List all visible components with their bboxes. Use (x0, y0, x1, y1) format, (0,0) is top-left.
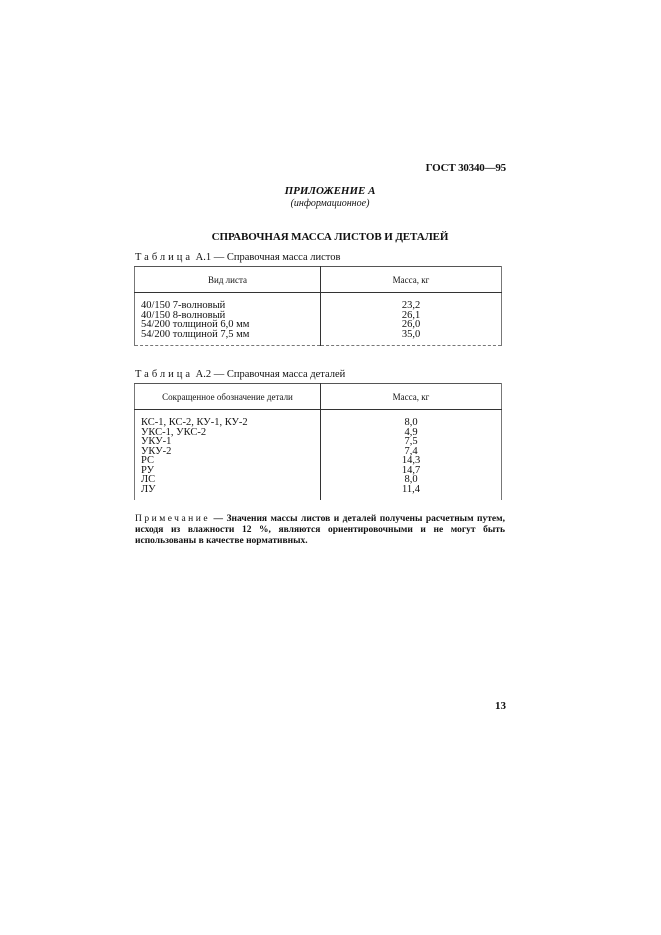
table-row (135, 428, 502, 438)
part-mass-cell: 8,0 (404, 417, 418, 428)
table1-caption (135, 252, 340, 263)
sheet-type-cell: 40/150 8-волновый (135, 311, 321, 321)
part-mass-cell: 7,5 (404, 436, 418, 447)
sheet-type-cell: 54/200 толщиной 7,5 мм (135, 330, 321, 340)
table-part-mass (134, 383, 502, 500)
part-designation-cell: УКУ-2 (135, 447, 321, 457)
part-mass-cell: 14,7 (401, 464, 421, 476)
part-mass-cell: 14,3 (401, 455, 421, 466)
page-heading: СПРАВОЧНАЯ МАССА ЛИСТОВ И ДЕТАЛЕЙ (211, 231, 449, 243)
standard-number: ГОСТ 30340—95 (425, 162, 506, 174)
appendix-subtitle: (информационное) (290, 198, 370, 209)
table-row (135, 475, 502, 485)
sheet-mass-cell: 26,0 (401, 319, 421, 330)
note-paragraph (135, 514, 505, 547)
table2-header-mass: Масса, кг (321, 384, 502, 410)
sheet-mass-cell: 26,1 (401, 309, 421, 321)
table1-caption-text: А.1 — Справочная масса листов (195, 252, 341, 263)
sheet-mass-cell: 35,0 (401, 328, 421, 340)
part-mass-cell: 11,4 (402, 483, 420, 495)
part-designation-cell: ЛС (135, 475, 321, 485)
table-row (135, 456, 502, 466)
table2-caption (135, 369, 345, 380)
page-number: 13 (495, 700, 506, 712)
table1-header-mass: Масса, кг (321, 267, 502, 293)
note-label: Примечание (135, 514, 211, 524)
sheet-type-cell: 40/150 7-волновый (135, 301, 321, 311)
table-sheet-mass (134, 266, 502, 346)
table-row (135, 447, 502, 457)
table1-caption-label: Таблица (135, 252, 194, 263)
part-designation-cell: ЛУ (135, 485, 321, 495)
table-row (135, 330, 502, 340)
table2-header-designation: Сокращенное обозначение детали (135, 384, 321, 410)
part-designation-cell: УКС-1, УКС-2 (135, 428, 321, 438)
table-row (135, 437, 502, 447)
table2-caption-text: А.2 — Справочная масса деталей (195, 369, 346, 380)
table2-caption-label: Таблица (135, 369, 194, 380)
table-row (135, 485, 502, 495)
part-designation-cell: УКУ-1 (135, 437, 321, 447)
note-text: — Значения массы листов и деталей получены расчетным путем, исходя из влажности 12 %, являются ориентировочными и не могут быть использованы в качестве нормативных. (135, 514, 505, 546)
part-mass-cell: 8,0 (404, 474, 418, 485)
part-mass-cell: 7,4 (404, 445, 418, 457)
table-row (135, 466, 502, 476)
part-mass-cell: 4,9 (404, 426, 418, 438)
part-designation-cell: РУ (135, 466, 321, 476)
part-designation-cell: КС-1, КС-2, КУ-1, КУ-2 (135, 418, 321, 428)
sheet-type-cell: 54/200 толщиной 6,0 мм (135, 320, 321, 330)
sheet-mass-cell: 23,2 (401, 300, 421, 311)
table1-header-type: Вид листа (135, 267, 321, 293)
part-designation-cell: РС (135, 456, 321, 466)
appendix-title: ПРИЛОЖЕНИЕ А (284, 185, 376, 197)
